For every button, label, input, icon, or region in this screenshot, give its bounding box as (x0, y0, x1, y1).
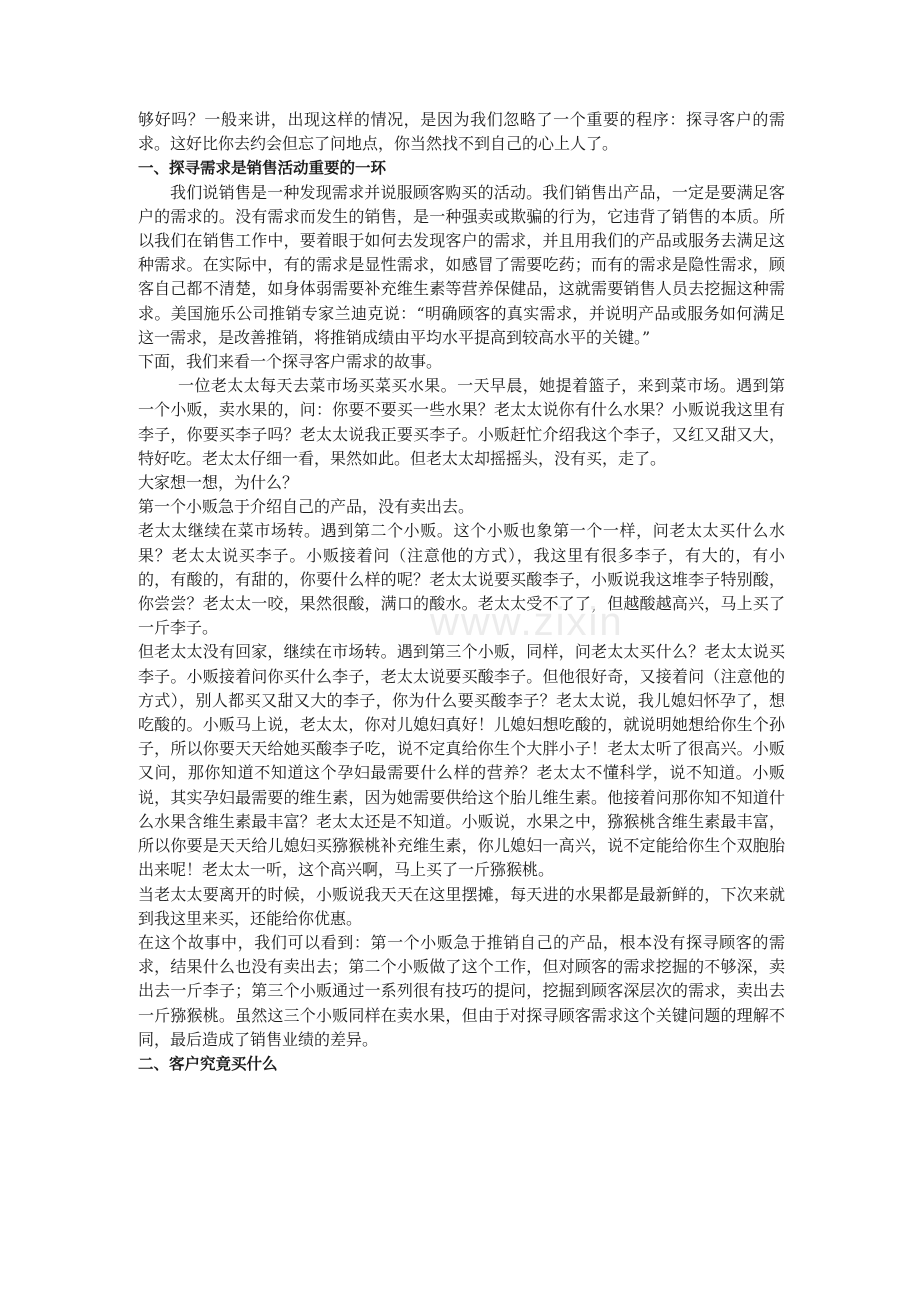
paragraph-leaving: 当老太太要离开的时候，小贩说我天天在这里摆摊，每天进的水果都是最新鲜的，下次来就到我这里来买，还能给你优惠。 (138, 884, 785, 928)
paragraph-conclusion: 在这个故事中，我们可以看到：第一个小贩急于推销自己的产品，根本没有探寻顾客的需求，结果什么也没有卖出去；第二个小贩做了这个工作，但对顾客的需求挖掘的不够深，卖出去一斤李子；第三个小贩通过一系列很有技巧的提问，挖掘到顾客深层次的需求，卖出去一斤猕猴桃。虽然这三个小贩同样在卖水果，但由于对探寻顾客需求这个关键问题的理解不同，最后造成了销售业绩的差异。 (138, 932, 785, 1049)
paragraph-third-vendor: 但老太太没有回家，继续在市场转。遇到第三个小贩，同样，问老太太买什么？老太太说买李子。小贩接着问你买什么李子，老太太说要买酸李子。但他很好奇，又接着问（注意他的方式），别人都买又甜又大的李子，你为什么要买酸李子？老太太说，我儿媳妇怀孕了，想吃酸的。小贩马上说，老太太，你对儿媳妇真好！儿媳妇想吃酸的，就说明她想给你生个孙子，所以你要天天给她买酸李子吃，说不定真给你生个大胖小子！老太太听了很高兴。小贩又问，那你知道不知道这个孕妇最需要什么样的营养？老太太不懂科学，说不知道。小贩说，其实孕妇最需要的维生素，因为她需要供给这个胎儿维生素。他接着问那你知不知道什么水果含维生素最丰富？老太太还是不知道。小贩说，水果之中，猕猴桃含维生素最丰富，所以你要是天天给儿媳妇买猕猴桃补充维生素，你儿媳妇一高兴，说不定能给你生个双胞胎出来呢！老太太一听，这个高兴啊，马上买了一斤猕猴桃。 (138, 642, 785, 880)
paragraph-question: 大家想一想，为什么？ (138, 473, 299, 493)
paragraph-first-vendor: 一位老太太每天去菜市场买菜买水果。一天早晨，她提着篮子，来到菜市场。遇到第一个小贩，卖水果的，问：你要不要买一些水果？老太太说你有什么水果？小贩说我这里有李子，你要买李子吗？老太太说我正要买李子。小贩赶忙介绍我这个李子，又红又甜又大，特好吃。老太太仔细一看，果然如此。但老太太却摇摇头，没有买，走了。 (138, 376, 785, 468)
document-body (138, 108, 785, 1076)
section-heading-2: 二、客户究竟买什么 (138, 1054, 278, 1073)
watermark: www.zixin (430, 600, 624, 644)
paragraph-intro: 够好吗？一般来讲，出现这样的情况，是因为我们忽略了一个重要的程序：探寻客户的需求。这好比你去约会但忘了问地点，你当然找不到自己的心上人了。 (138, 110, 785, 154)
section-heading-1: 一、探寻需求是销售活动重要的一环 (138, 159, 387, 178)
paragraph-story-intro: 下面，我们来看一个探寻客户需求的故事。 (138, 352, 443, 372)
paragraph-second-vendor: 老太太继续在菜市场转。遇到第二个小贩。这个小贩也象第一个一样，问老太太买什么水果？老太太说买李子。小贩接着问（注意他的方式），我这里有很多李子，有大的，有小的，有酸的，有甜的，你要什么样的呢？老太太说要买酸李子，小贩说我这堆李子特别酸，你尝尝？老太太一咬，果然很酸，满口的酸水。老太太受不了了，但越酸越高兴，马上买了一斤李子。 (138, 521, 785, 638)
paragraph-needs: 我们说销售是一种发现需求并说服顾客购买的活动。我们销售出产品，一定是要满足客户的需求的。没有需求而发生的销售，是一种强卖或欺骗的行为，它违背了销售的本质。所以我们在销售工作中，要着眼于如何去发现客户的需求，并且用我们的产品或服务去满足这种需求。在实际中，有的需求是显性需求，如感冒了需要吃药；而有的需求是隐性需求，顾客自己都不清楚，如身体弱需要补充维生素等营养保健品，这就需要销售人员去挖掘这种需求。美国施乐公司推销专家兰迪克说：“明确顾客的真实需求，并说明产品或服务如何满足这一需求，是改善推销，将推销成绩由平均水平提高到较高水平的关键。” (138, 182, 785, 347)
paragraph-first-result: 第一个小贩急于介绍自己的产品，没有卖出去。 (138, 497, 475, 517)
